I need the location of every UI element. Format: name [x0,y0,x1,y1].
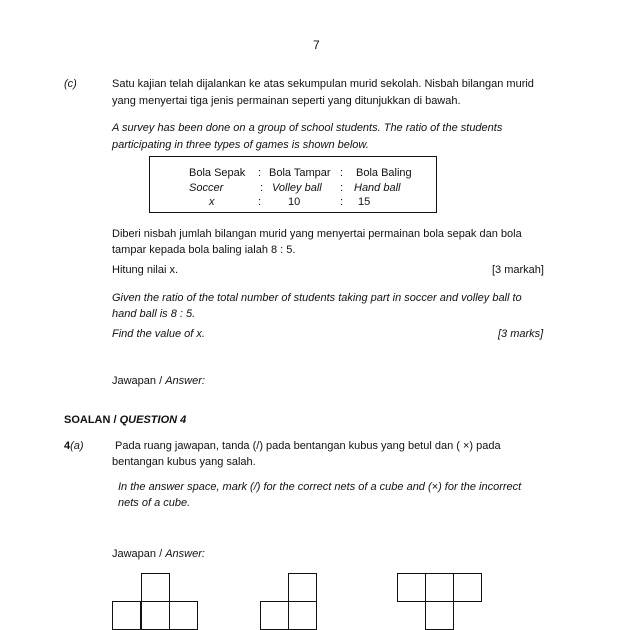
given-malay-line1: Diberi nisbah jumlah bilangan murid yang menyertai permainan bola sepak dan bola [112,228,522,240]
ratio-colon: : [260,182,264,194]
q4-english-line1: In the answer space, mark (/) for the correct nets of a cube and (×) for the incorrect [118,481,522,493]
ratio-colon: : [340,196,344,208]
q4-english-line2: nets of a cube. [118,497,191,509]
ratio-colon: : [258,196,262,208]
part-c-malay-line2: yang menyertai tiga jenis permainan seperti yang ditunjukkan di bawah. [112,95,461,107]
q4-malay-line2: bentangan kubus yang salah. [112,456,256,468]
find-malay: Hitung nilai x. [112,264,179,276]
question4-label: 4(a) [64,440,84,452]
q4-malay-line1: Pada ruang jawapan, tanda (/) pada bentangan kubus yang betul dan ( ×) pada [115,440,501,452]
answer-label-q4: Jawapan / Answer: [112,548,205,560]
marks-malay: [3 markah] [492,264,544,276]
ratio-colon: : [340,167,344,179]
part-c-malay-line1: Satu kajian telah dijalankan ke atas sekumpulan murid sekolah. Nisbah bilangan murid [112,78,534,90]
question4-heading: SOALAN / QUESTION 4 [64,414,187,426]
given-malay-line2: tampar kepada bola baling ialah 8 : 5. [112,244,296,256]
ratio-soccer: Soccer [189,182,224,194]
part-c-english-line1: A survey has been done on a group of school students. The ratio of the students [112,122,503,134]
page-number: 7 [313,38,320,52]
ratio-colon: : [340,182,344,194]
given-english-line2: hand ball is 8 : 5. [112,308,196,320]
answer-label-c: Jawapan / Answer: [112,375,205,387]
find-english: Find the value of x. [112,328,205,340]
marks-english: [3 marks] [498,328,544,340]
ratio-x: x [209,196,215,208]
part-c-label: (c) [64,78,77,90]
ratio-volley-ball: Volley ball [272,182,322,194]
ratio-bola-tampar: Bola Tampar [269,167,331,179]
ratio-bola-baling: Bola Baling [356,167,412,179]
ratio-hand-ball: Hand ball [354,182,401,194]
ratio-colon: : [258,167,262,179]
ratio-bola-sepak: Bola Sepak [189,167,246,179]
ratio-value-10: 10 [288,196,301,208]
part-c-english-line2: participating in three types of games is shown below. [112,139,369,151]
given-english-line1: Given the ratio of the total number of students taking part in soccer and volley ball to [112,292,522,304]
ratio-value-15: 15 [358,196,371,208]
